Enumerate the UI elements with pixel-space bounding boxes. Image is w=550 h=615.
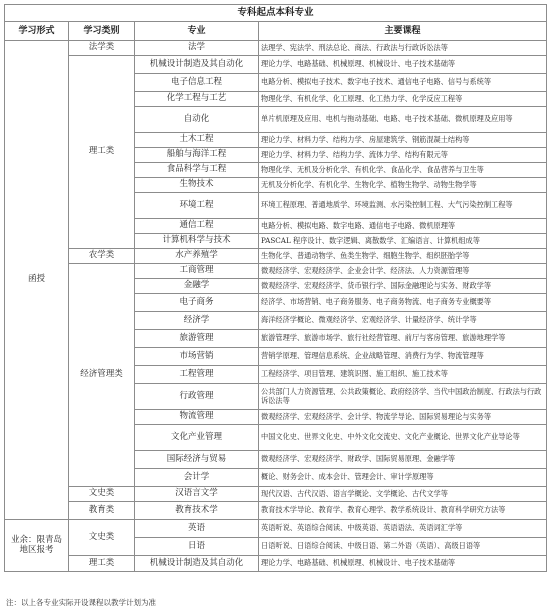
courses-cell: 教育技术学导论、教育学、教育心理学、教学系统设计、教育科学研究方法等	[259, 502, 547, 520]
courses-cell: 现代汉语、古代汉语、语言学概论、文学概论、古代文学等	[259, 487, 547, 502]
major-cell: 经济学	[135, 312, 259, 330]
study-category-cell: 理工类	[69, 556, 135, 572]
table-title-row	[5, 5, 547, 22]
major-cell: 机械设计制造及其自动化	[135, 556, 259, 572]
major-cell: 教育技术学	[135, 502, 259, 520]
study-category-cell: 经济管理类	[69, 264, 135, 487]
courses-cell: 物理化学、无机及分析化学、有机化学、食品化学、食品营养与卫生等	[259, 163, 547, 178]
study-form-cell: 函授	[5, 41, 69, 520]
major-cell: 化学工程与工艺	[135, 92, 259, 107]
courses-cell: 理论力学、电路基础、机械原理、机械设计、电子技术基础等	[259, 56, 547, 74]
courses-cell: 工程经济学、项目管理、建筑识图、施工组织、施工技术等	[259, 366, 547, 384]
major-cell: 机械设计制造及其自动化	[135, 56, 259, 74]
courses-cell: 微观经济学、宏观经济学、会计学、物流学导论、国际贸易理论与实务等	[259, 410, 547, 425]
study-category-cell: 法学类	[69, 41, 135, 56]
courses-cell: 无机及分析化学、有机化学、生物化学、植物生物学、动物生物学等	[259, 178, 547, 193]
courses-cell: 海洋经济学概论、微观经济学、宏观经济学、计量经济学、统计学等	[259, 312, 547, 330]
courses-cell: 微观经济学、宏观经济学、财政学、国际贸易原理、金融学等	[259, 451, 547, 469]
table-row	[5, 502, 547, 520]
header-study-category: 学习类别	[69, 22, 135, 41]
major-cell: 会计学	[135, 469, 259, 487]
major-cell: 生物技术	[135, 178, 259, 193]
table-row	[5, 487, 547, 502]
courses-cell: 概论、财务会计、成本会计、管理会计、审计学原理等	[259, 469, 547, 487]
major-cell: 市场营销	[135, 348, 259, 366]
courses-cell: 日语听说、日语综合阅读、中级日语、第二外语（英语）、高级日语等	[259, 538, 547, 556]
major-cell: 自动化	[135, 107, 259, 133]
major-cell: 电子信息工程	[135, 74, 259, 92]
major-cell: 行政管理	[135, 384, 259, 410]
major-cell: 船舶与海洋工程	[135, 148, 259, 163]
major-cell: 日语	[135, 538, 259, 556]
major-cell: 法学	[135, 41, 259, 56]
study-category-cell: 农学类	[69, 249, 135, 264]
table-title: 专科起点本科专业	[5, 5, 547, 22]
major-cell: 计算机科学与技术	[135, 234, 259, 249]
major-cell: 通信工程	[135, 219, 259, 234]
major-cell: 物流管理	[135, 410, 259, 425]
courses-cell: 英语听说、英语综合阅读、中级英语、英语语法、英语词汇学等	[259, 520, 547, 538]
header-study-form: 学习形式	[5, 22, 69, 41]
major-cell: 食品科学与工程	[135, 163, 259, 178]
major-cell: 金融学	[135, 279, 259, 294]
header-major: 专业	[135, 22, 259, 41]
courses-cell: 营销学原理、管理信息系统、企业战略管理、消费行为学、物流管理等	[259, 348, 547, 366]
table-row	[5, 520, 547, 538]
major-cell: 旅游管理	[135, 330, 259, 348]
courses-cell: 中国文化史、世界文化史、中外文化交流史、文化产业概论、世界文化产业导论等	[259, 425, 547, 451]
courses-cell: 物理化学、有机化学、化工原理、化工热力学、化学反应工程等	[259, 92, 547, 107]
courses-cell: 电路分析、模拟电路、数字电路、通信电子电路、微机原理等	[259, 219, 547, 234]
major-cell: 文化产业管理	[135, 425, 259, 451]
major-cell: 工商管理	[135, 264, 259, 279]
courses-cell: 理论力学、电路基础、机械原理、机械设计、电子技术基础等	[259, 556, 547, 572]
courses-cell: 理论力学、材料力学、结构力学、房屋建筑学、钢筋混凝土结构等	[259, 133, 547, 148]
major-cell: 电子商务	[135, 294, 259, 312]
study-category-cell: 教育类	[69, 502, 135, 520]
header-main-courses: 主要课程	[259, 22, 547, 41]
courses-cell: 微观经济学、宏观经济学、货币银行学、国际金融理论与实务、财政学等	[259, 279, 547, 294]
courses-cell: 经济学、市场营销、电子商务服务、电子商务物流、电子商务专业概要等	[259, 294, 547, 312]
courses-cell: 生物化学、普通动物学、鱼类生物学、细胞生物学、组织胚胎学等	[259, 249, 547, 264]
courses-cell: 理论力学、材料力学、结构力学、流体力学、结构有限元等	[259, 148, 547, 163]
major-cell: 英语	[135, 520, 259, 538]
courses-cell: PASCAL 程序设计、数字逻辑、离散数学、汇编语言、计算机组成等	[259, 234, 547, 249]
table-body	[5, 41, 547, 572]
table-row	[5, 56, 547, 74]
courses-cell: 微观经济学、宏观经济学、企业会计学、经济法、人力资源管理等	[259, 264, 547, 279]
table-header-row	[5, 22, 547, 41]
major-cell: 水产养殖学	[135, 249, 259, 264]
study-category-cell: 理工类	[69, 56, 135, 249]
courses-cell: 电路分析、模拟电子技术、数字电子技术、通信电子电路、信号与系统等	[259, 74, 547, 92]
major-cell: 土木工程	[135, 133, 259, 148]
table-row	[5, 249, 547, 264]
study-category-cell: 文史类	[69, 487, 135, 502]
courses-cell: 环境工程原理、普通地质学、环境监测、水污染控制工程、大气污染控制工程等	[259, 193, 547, 219]
footnote: 注：以上各专业实际开设课程以教学计划为准	[6, 598, 156, 607]
study-category-cell: 文史类	[69, 520, 135, 556]
major-cell: 环境工程	[135, 193, 259, 219]
major-cell: 工程管理	[135, 366, 259, 384]
courses-cell: 公共部门人力资源管理、公共政策概论、政府经济学、当代中国政治制度、行政法与行政诉讼法等	[259, 384, 547, 410]
major-cell: 国际经济与贸易	[135, 451, 259, 469]
courses-cell: 单片机原理及应用、电机与拖动基础、电路、电子技术基础、微机原理及应用等	[259, 107, 547, 133]
major-cell: 汉语言文学	[135, 487, 259, 502]
table-row	[5, 41, 547, 56]
table-row	[5, 264, 547, 279]
study-form-cell: 业余：限青岛地区报考	[5, 520, 69, 572]
courses-cell: 法理学、宪法学、刑法总论、商法、行政法与行政诉讼法等	[259, 41, 547, 56]
curriculum-table	[4, 4, 547, 572]
table-row	[5, 556, 547, 572]
courses-cell: 旅游管理学、旅游市场学、旅行社经营管理、前厅与客房管理、旅游地理学等	[259, 330, 547, 348]
